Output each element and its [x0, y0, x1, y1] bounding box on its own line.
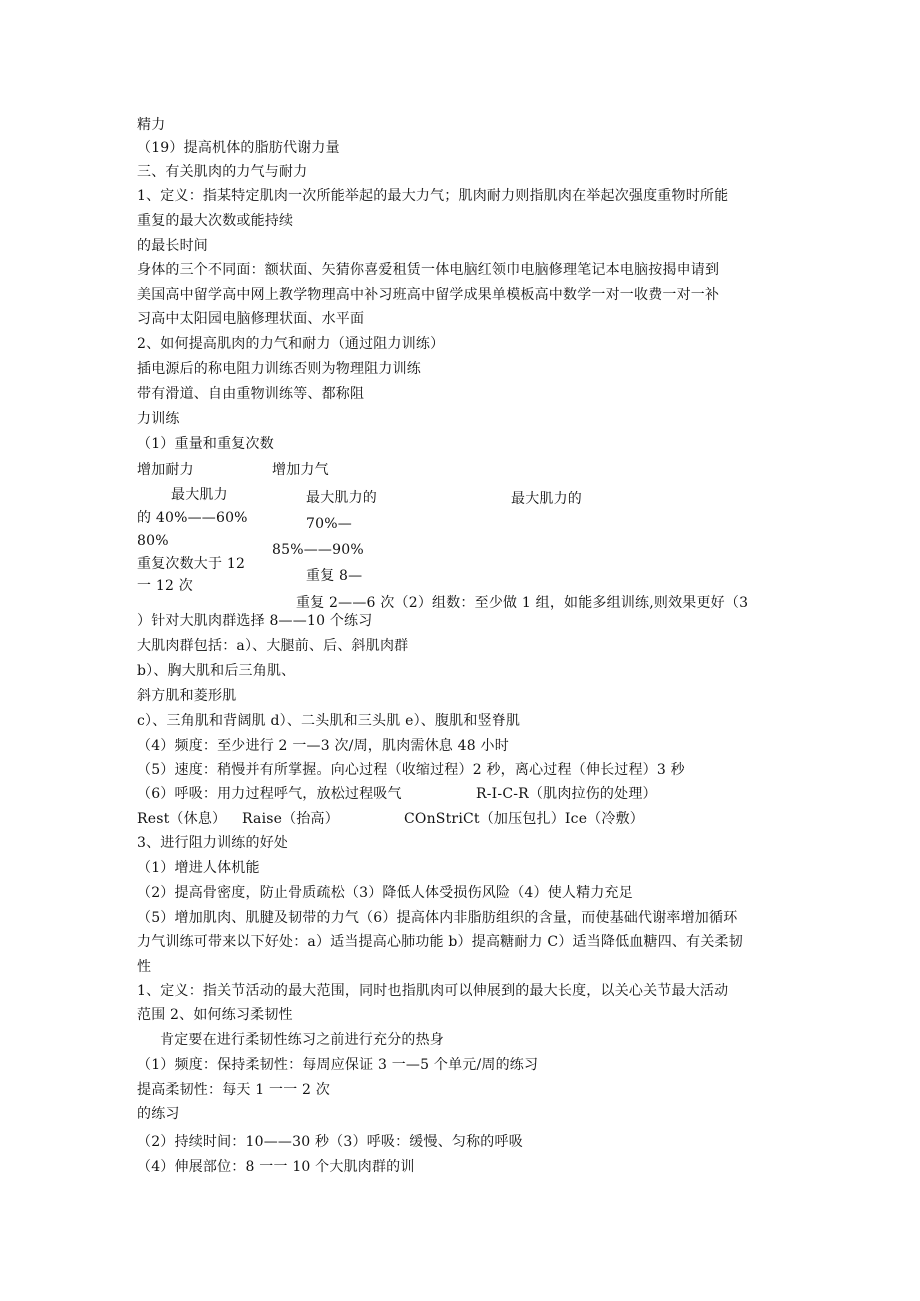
text-line: R-I-C-R（肌肉拉伤的处理） [476, 786, 657, 802]
text-line: 的最长时间 [137, 238, 208, 254]
table-cell: 最大肌力 [171, 487, 228, 503]
text-line: Rest（休息） [137, 811, 227, 827]
text-line: ）针对大肌肉群选择 8——10 个练习 [137, 613, 373, 629]
text-line: （1）重量和重复次数 [137, 436, 274, 452]
text-line: 2、如何提高肌肉的力气和耐力（通过阻力训练） [137, 336, 445, 352]
text-line: 1、定义：指某特定肌肉一次所能举起的最大力气；肌肉耐力则指肌肉在举起次强度重物时所能 [137, 188, 729, 204]
text-line: 提高柔韧性：每天 1 一一 2 次 [137, 1082, 331, 1098]
text-line: 身体的三个不同面：额状面、矢猜你喜爱租赁一体电脑红领巾电脑修理笔记本电脑按揭申请到 [137, 262, 720, 278]
text-line: （2）持续时间：10——30 秒（3）呼吸：缓慢、匀称的呼吸 [137, 1134, 523, 1150]
text-line: 力气训练可带来以下好处：a）适当提高心肺功能 b）提高糖耐力 C）适当降低血糖四、有关柔韧 [137, 934, 743, 950]
text-line: 三、有关肌肉的力气与耐力 [137, 164, 308, 180]
text-line: 3、进行阻力训练的好处 [137, 835, 289, 851]
text-line: 性 [137, 959, 152, 975]
text-line: 带有滑道、自由重物训练等、都称阻 [137, 386, 365, 402]
text-line: （5）增加肌肉、肌腱及韧带的力气（6）提高体内非脂肪组织的含量，而使基础代谢率增加循环 [137, 910, 738, 926]
text-line: 斜方肌和菱形肌 [137, 688, 237, 704]
text-line: （5）速度：稍慢并有所掌握。向心过程（收缩过程）2 秒，离心过程（伸长过程）3 秒 [137, 762, 685, 778]
table-cell: 重复次数大于 12 [137, 556, 246, 572]
text-line: 精力 [137, 117, 166, 133]
text-line: Raise（抬高） [242, 811, 339, 827]
text-line: 重复的最大次数或能持续 [137, 213, 294, 229]
table-cell: 最大肌力的 [511, 491, 582, 507]
text-line: 美国高中留学高中网上教学物理高中补习班高中留学成果单模板高中数学一对一收费一对一补 [137, 287, 720, 303]
text-line: b）、胸大肌和后三角肌、 [137, 663, 296, 679]
text-line: 范围 2、如何练习柔韧性 [137, 1007, 293, 1023]
table-cell: 一 12 次 [137, 578, 193, 594]
text-line: （6）呼吸：用力过程呼气，放松过程吸气 [137, 786, 402, 802]
text-line: COnStriCt（加压包扎）Ice（冷敷） [404, 811, 644, 827]
text-line: 插电源后的称电阻力训练否则为物理阻力训练 [137, 361, 421, 377]
text-line: 习高中太阳园电脑修理状面、水平面 [137, 311, 365, 327]
text-line: （19）提高机体的脂肪代谢力量 [137, 140, 340, 156]
table-cell: 最大肌力的 [306, 490, 377, 506]
text-line: c）、三角肌和背阔肌 d）、二头肌和三头肌 e）、腹肌和竖脊肌 [137, 713, 521, 729]
text-line: （4）伸展部位：8 一一 10 个大肌肉群的训 [137, 1159, 415, 1175]
text-line: 重复 2——6 次（2）组数：至少做 1 组，如能多组训练,则效果更好（3 [296, 595, 749, 611]
text-line: 力训练 [137, 411, 180, 427]
text-line: 大肌肉群包括：a）、大腿前、后、斜肌肉群 [137, 638, 409, 654]
text-line: 的练习 [137, 1106, 180, 1122]
text-line: 1、定义：指关节活动的最大范围，同时也指肌肉可以伸展到的最大长度，以关心关节最大活动 [137, 983, 729, 999]
table-cell: 重复 8— [306, 568, 363, 584]
text-line: （2）提高骨密度，防止骨质疏松（3）降低人体受损伤风险（4）使人精力充足 [137, 885, 633, 901]
table-cell: 85%——90% [272, 542, 364, 558]
column-heading-endurance: 增加耐力 [137, 462, 194, 478]
column-heading-strength: 增加力气 [272, 462, 329, 478]
text-line: （4）频度：至少进行 2 一—3 次/周，肌肉需休息 48 小时 [137, 738, 509, 754]
text-line: （1）增进人体机能 [137, 860, 260, 876]
table-cell: 80% [137, 533, 169, 549]
table-cell: 的 40%——60% [137, 510, 248, 526]
text-line: （1）频度：保持柔韧性：每周应保证 3 一—5 个单元/周的练习 [137, 1057, 539, 1073]
text-line: 肯定要在进行柔韧性练习之前进行充分的热身 [160, 1032, 444, 1048]
table-cell: 70%— [306, 516, 352, 532]
